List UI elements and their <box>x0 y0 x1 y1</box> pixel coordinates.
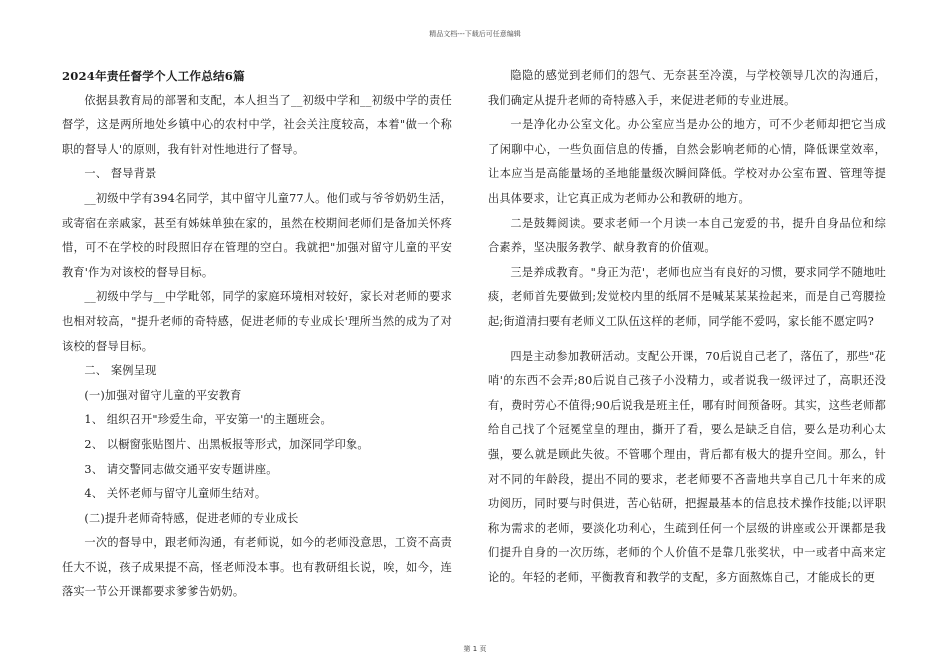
list-item: 1、 组织召开"珍爱生命，平安第一'的主题班会。 <box>84 413 332 427</box>
body-paragraph: 四是主动参加教研活动。支配公开课，70后说自己老了，落伍了，那些"花哨'的东西不会弄;80后说自己孩子小没精力，或者说我一级评过了，高职还没有，费时劳心不值得;90后说我是班主任，哪有时间预备呀。其实，这些老师都给自己找了个冠冕堂皇的理由，撕开了看，要么是缺乏自信，要么是功利心太强，要么就是顾此失彼。不管哪个理由，背后都有极大的提升空间。那么，针对不同的年龄段，提出不同的要求，老老师要不吝啬地共享自己几十年来的成功阅历，同时要与时俱进，苦心钻研，把握最基本的信息技术操作技能;以评职称为需求的老师，要淡化功利心，生疏到任何一个层级的讲座或公开课都是我们提升自身的一次历练，老师的个人价值不是靠几张奖状，中一或者中高来定论的。年轻的老师，平衡教育和教学的支配，多方面熬炼自己，才能成长的更 <box>488 349 886 584</box>
body-paragraph: 一次的督导中，跟老师沟通，有老师说，如今的老师没意思，工资不高责任大不说，孩子成果提不高，怪老师没本事。也有教研组长说，唉，如今，连落实一节公开课都要求爹爹告奶奶。 <box>62 536 452 599</box>
right-column <box>488 64 886 590</box>
page-number: 第 1 页 <box>463 645 487 653</box>
page-header: 精品文档---下载后可任意编辑 <box>429 30 521 38</box>
list-item: 3、 请交警同志做交通平安专题讲座。 <box>84 462 278 476</box>
intro-paragraph: 依据县教育局的部署和支配，本人担当了__初级中学和__初级中学的责任督学，这是两所地处乡镇中心的农村中学，社会关注度较高，本着"做一个称职的督导人'的原则，我有针对性地进行了督导。 <box>62 93 452 156</box>
document-title: 2024年责任督学个人工作总结6篇 <box>62 69 245 83</box>
subheading: (一)加强对留守儿童的平安教育 <box>84 388 242 402</box>
body-paragraph: 一是净化办公室文化。办公室应当是办公的地方，可不少老师却把它当成了闲聊中心，一些负面信息的传播，自然会影响老师的心情，降低课堂效率，让本应当是高能量场的圣地能量级次瞬间降低。学校对办公室布置、管理等提出具体要求，让它真正成为老师办公和教研的地方。 <box>488 118 886 205</box>
body-paragraph: 隐隐的感觉到老师们的怨气、无奈甚至冷漠，与学校领导几次的沟通后，我们确定从提升老师的奇特感入手，来促进老师的专业进展。 <box>488 69 886 107</box>
body-paragraph: 二是鼓舞阅读。要求老师一个月读一本自己宠爱的书，提升自身品位和综合素养，坚决服务教学、献身教育的价值观。 <box>488 216 886 255</box>
list-item: 2、 以橱窗张贴图片、出黑板报等形式，加深同学印象。 <box>84 437 369 451</box>
body-paragraph: __初级中学与__中学毗邻，同学的家庭环境相对较好，家长对老师的要求也相对较高，"提升老师的奇特感，促进老师的专业成长'理所当然的成为了对该校的督导目标。 <box>62 290 452 353</box>
list-item: 4、 关怀老师与留守儿童师生结对。 <box>84 487 267 501</box>
left-column <box>62 64 452 605</box>
section-heading-cases: 二、 案例呈现 <box>84 364 157 378</box>
body-paragraph: 三是养成教育。"身正为范'，老师也应当有良好的习惯，要求同学不随地吐痰，老师首先要做到;发觉校内里的纸屑不是喊某某某捡起来，而是自己弯腰捡起;街道清扫要有老师义工队伍这样的老师，同学能不爱吗，家长能不愿定吗? <box>488 265 886 328</box>
body-paragraph: __初级中学有394名同学，其中留守儿童77人。他们或与爷爷奶奶生活，或寄宿在亲戚家，甚至有姊妹单独在家的，虽然在校期间老师们是备加关怀疼惜，可不在学校的时段照旧存在管理的空白。我就把"加强对留守儿童的平安教育'作为对该校的督导目标。 <box>62 191 452 279</box>
subheading: (二)提升老师奇特感，促进老师的专业成长 <box>84 511 299 525</box>
section-heading-background: 一、 督导背景 <box>84 167 157 181</box>
